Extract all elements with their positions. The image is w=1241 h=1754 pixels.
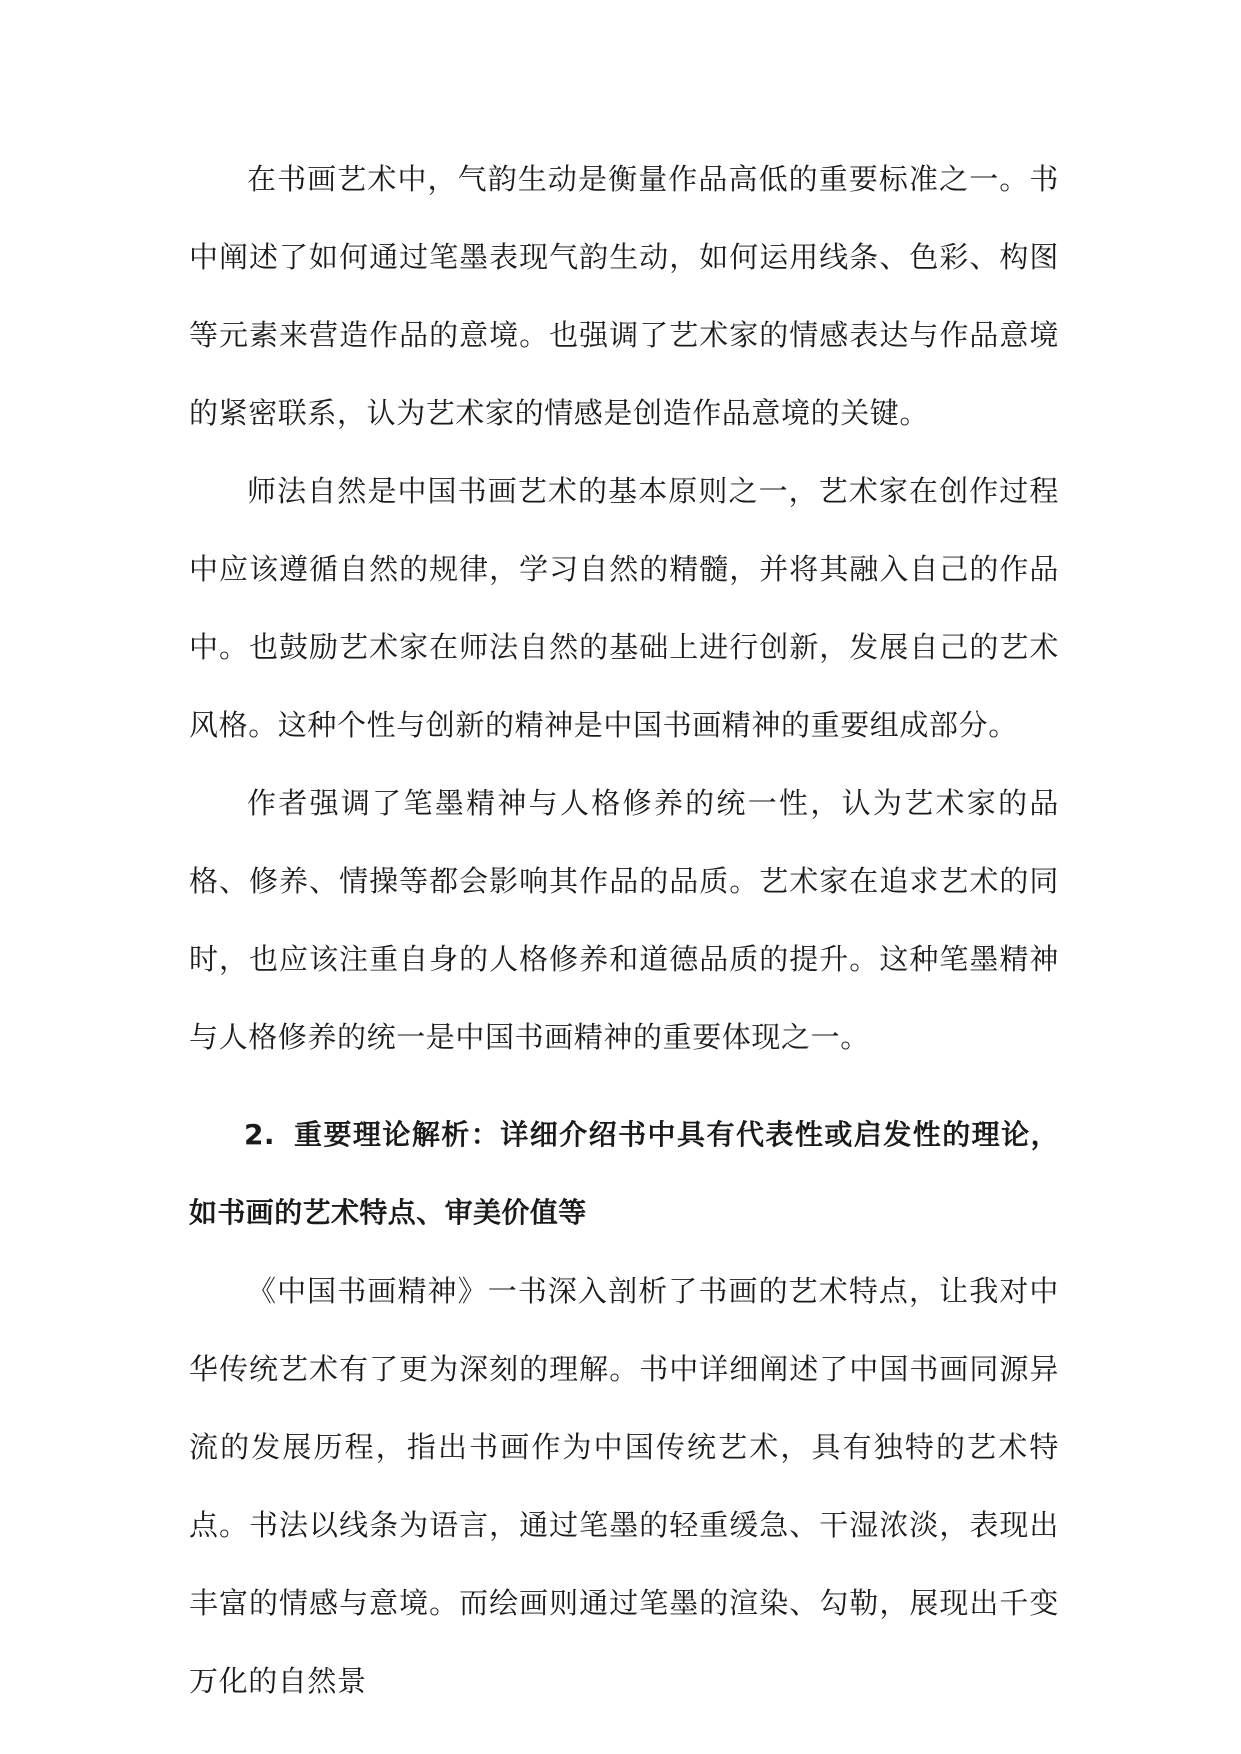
section-heading-text: 重要理论解析：详细介绍书中具有代表性或启发性的理论，如书画的艺术特点、审美价值等 [189,1118,1059,1229]
paragraph-art-features: 《中国书画精神》一书深入剖析了书画的艺术特点，让我对中华传统艺术有了更为深刻的理解。书中详细阐述了中国书画同源异流的发展历程，指出书画作为中国传统艺术，具有独特的艺术特点。书法以线条为语言，通过笔墨的轻重缓急、干湿浓淡，表现出丰富的情感与意境。而绘画则通过笔墨的渲染、勾勒，展现出千变万化的自然景 [189,1274,1059,1698]
paragraph-bimo-renge: 作者强调了笔墨精神与人格修养的统一性，认为艺术家的品格、修养、情操等都会影响其作品的品质。艺术家在追求艺术的同时，也应该注重自身的人格修养和道德品质的提升。这种笔墨精神与人格修养的统一是中国书画精神的重要体现之一。 [189,786,1059,1054]
document-body [189,140,1059,1720]
paragraph-qiyun: 在书画艺术中，气韵生动是衡量作品高低的重要标准之一。书中阐述了如何通过笔墨表现气韵生动，如何运用线条、色彩、构图等元素来营造作品的意境。也强调了艺术家的情感表达与作品意境的紧密联系，认为艺术家的情感是创造作品意境的关键。 [189,162,1059,430]
section-heading [189,1096,1059,1252]
paragraph-shifa-ziran: 师法自然是中国书画艺术的基本原则之一，艺术家在创作过程中应该遵循自然的规律，学习自然的精髓，并将其融入自己的作品中。也鼓励艺术家在师法自然的基础上进行创新，发展自己的艺术风格。这种个性与创新的精神是中国书画精神的重要组成部分。 [189,474,1059,742]
section-number: 2. [244,1118,275,1151]
